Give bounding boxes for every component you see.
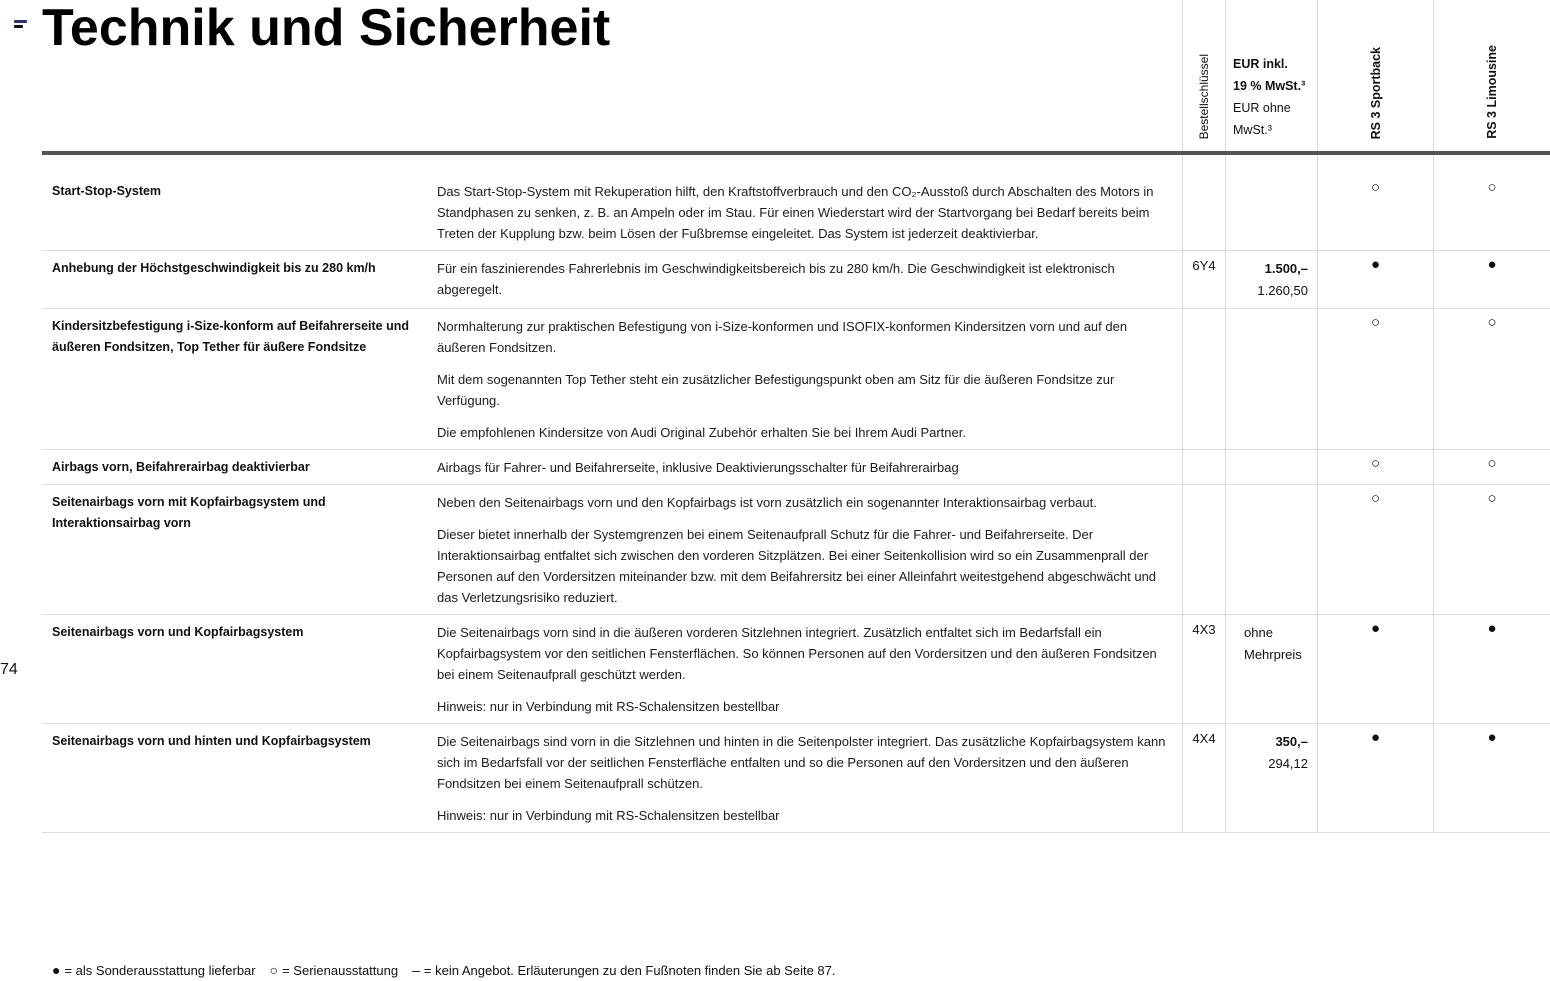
column-header-label: RS 3 Limousine: [1485, 45, 1499, 139]
price-excl-vat: 294,12: [1268, 756, 1308, 771]
availability-marker: ○: [1370, 179, 1381, 196]
availability-sportback: [1317, 615, 1433, 723]
feature-name: Kindersitzbefestigung i-Size-konform auf Beifahrerseite und äußeren Fondsitzen, Top Tether für äußere Fondsitze: [52, 319, 409, 354]
price-cell: [1225, 724, 1317, 832]
legend-text: = als Sonderausstattung lieferbar: [64, 963, 256, 978]
price-note-line: Mehrpreis: [1244, 647, 1302, 662]
feature-description: [427, 309, 1182, 449]
feature-name: Seitenairbags vorn mit Kopfairbagsystem und Interaktionsairbag vorn: [52, 495, 326, 530]
price-cell: [1225, 615, 1317, 723]
legend-text: = Serienausstattung: [282, 963, 399, 978]
description-paragraph: Das Start-Stop-System mit Rekuperation hilft, den Kraftstoffverbrauch und den CO₂-Ausstoß durch Abschalten des Motors in Standphasen zu senken, z. B. an Ampeln oder im Stau. Für einen Wiederstart wird der Startvorgang bei Bedarf bereits beim Treten der Kupplung bzw. beim Lösen der Fußbremse eingeleitet. Das System ist jederzeit deaktivierbar.: [437, 184, 1154, 241]
description-paragraph: Normhalterung zur praktischen Befestigung von i-Size-konformen und ISOFIX-konformen Kindersitzen vorn und auf den äußeren Fondsitzen.: [437, 319, 1128, 355]
price-incl-vat: 350,–: [1275, 734, 1308, 749]
feature-name: Anhebung der Höchstgeschwindigkeit bis zu 280 km/h: [52, 261, 376, 275]
availability-sportback: [1317, 724, 1433, 832]
description-paragraph: Für ein faszinierendes Fahrerlebnis im Geschwindigkeitsbereich bis zu 280 km/h. Die Geschwindigkeit ist elektronisch abgeregelt.: [437, 261, 1115, 297]
availability-marker: ●: [1370, 620, 1381, 637]
availability-sportback: [1317, 450, 1433, 484]
availability-limousine: [1433, 155, 1550, 250]
feature-name: Seitenairbags vorn und hinten und Kopfairbagsystem: [52, 734, 371, 748]
optional-equipment-icon: ●: [52, 962, 61, 978]
table-row: [42, 251, 1550, 309]
price-header-line: MwSt.³: [1233, 123, 1272, 137]
availability-limousine: [1433, 485, 1550, 614]
availability-marker: ●: [1487, 729, 1497, 746]
availability-marker: ○: [1487, 179, 1497, 196]
price-cell: [1225, 155, 1317, 250]
table-row: [42, 155, 1550, 251]
price-cell: [1225, 485, 1317, 614]
availability-marker: ○: [1487, 314, 1497, 331]
order-code: 4X4: [1182, 724, 1225, 832]
feature-name: Seitenairbags vorn und Kopfairbagsystem: [52, 625, 304, 639]
availability-sportback: [1317, 251, 1433, 308]
feature-name: Airbags vorn, Beifahrerairbag deaktivierbar: [52, 460, 310, 474]
description-paragraph: Airbags für Fahrer- und Beifahrerseite, inklusive Deaktivierungsschalter für Beifahrerairbag: [437, 460, 959, 475]
column-header-label: Bestellschlüssel: [1197, 53, 1211, 139]
no-offer-icon: –: [412, 962, 420, 978]
feature-description: [427, 485, 1182, 614]
order-code: [1182, 309, 1225, 449]
column-header-label: RS 3 Sportback: [1368, 46, 1383, 139]
price-header-line: 19 % MwSt.³: [1233, 79, 1306, 93]
feature-description: [427, 724, 1182, 832]
column-header-price: [1225, 0, 1317, 151]
column-header-rs3-limousine: [1433, 0, 1550, 151]
page-content: [42, 0, 1550, 833]
availability-sportback: [1317, 155, 1433, 250]
availability-limousine: [1433, 251, 1550, 308]
availability-marker: ●: [1487, 256, 1497, 273]
table-body: [42, 155, 1550, 833]
availability-marker: ○: [1370, 314, 1381, 331]
description-paragraph: Die empfohlenen Kindersitze von Audi Original Zubehör erhalten Sie bei Ihrem Audi Partner.: [437, 425, 966, 440]
availability-limousine: [1433, 309, 1550, 449]
availability-marker: ●: [1370, 729, 1381, 746]
price-cell: [1225, 251, 1317, 308]
price-note-line: ohne: [1244, 625, 1273, 640]
availability-marker: ○: [1370, 490, 1381, 507]
price-cell: [1225, 309, 1317, 449]
availability-marker: ○: [1487, 490, 1497, 507]
description-paragraph: Die Seitenairbags sind vorn in die Sitzlehnen und hinten in die Seitenpolster integriert. Das zusätzliche Kopfairbagsystem kann sich im Bedarfsfall vor der seitlichen Fensterfläche entfalten und so die Personen auf den Vordersitzen und den äußeren Fondsitzen bei einem Seitenaufprall schützen.: [437, 734, 1166, 791]
order-code: [1182, 485, 1225, 614]
availability-limousine: [1433, 724, 1550, 832]
feature-description: [427, 155, 1182, 250]
legend-item: [52, 962, 256, 978]
page-title: Technik und Sicherheit: [42, 0, 611, 57]
legend-item: [270, 962, 398, 978]
table-row: [42, 485, 1550, 615]
price-header-line: EUR inkl.: [1233, 57, 1288, 71]
availability-marker: ○: [1370, 455, 1381, 472]
description-paragraph: Mit dem sogenannten Top Tether steht ein zusätzlicher Befestigungspunkt oben am Sitz für die äußeren Fondsitze zur Verfügung.: [437, 372, 1115, 408]
price-cell: [1225, 450, 1317, 484]
legend: [52, 962, 836, 978]
description-paragraph: Die Seitenairbags vorn sind in die äußeren vorderen Sitzlehnen integriert. Zusätzlich entfaltet sich im Bedarfsfall ein Kopfairbagsystem vor den seitlichen Fensterflächen. So können Personen auf den Vordersitzen und den äußeren Fondsitzen bei einem Seitenaufprall geschützt werden.: [437, 625, 1157, 682]
availability-sportback: [1317, 309, 1433, 449]
table-row: [42, 450, 1550, 485]
order-code: [1182, 155, 1225, 250]
table-row: [42, 724, 1550, 833]
order-code: [1182, 450, 1225, 484]
price-incl-vat: 1.500,–: [1264, 261, 1308, 276]
availability-limousine: [1433, 615, 1550, 723]
price-excl-vat: 1.260,50: [1257, 283, 1308, 298]
feature-name: Start-Stop-System: [52, 184, 162, 198]
column-header-bestellschluessel: [1182, 0, 1225, 151]
table-header: [42, 0, 1550, 155]
order-code: 4X3: [1182, 615, 1225, 723]
description-paragraph: Hinweis: nur in Verbindung mit RS-Schalensitzen bestellbar: [437, 808, 780, 823]
availability-sportback: [1317, 485, 1433, 614]
column-header-rs3-sportback: [1317, 0, 1433, 151]
description-paragraph: Dieser bietet innerhalb der Systemgrenzen bei einem Seitenaufprall Schutz für die Fahrer- und Beifahrerseite. Der Interaktionsairbag entfaltet sich zwischen den vorderen Sitzplätzen. Bei einer Seitenkollision wird so ein Zusammenprall der Personen auf den Vordersitzen miteinander bzw. mit dem Beifahrersitz bei einer Alleinfahrt weitestgehend abgeschwächt und das Verletzungsrisiko reduziert.: [437, 527, 1157, 605]
table-row: [42, 309, 1550, 450]
availability-marker: ○: [1487, 455, 1497, 472]
price-header-line: EUR ohne: [1233, 101, 1291, 115]
legend-item: [412, 962, 835, 978]
bookmark-icon[interactable]: [14, 20, 27, 29]
availability-marker: ●: [1487, 620, 1497, 637]
bookmark-bar: [14, 20, 27, 23]
standard-equipment-icon: ○: [269, 962, 279, 978]
description-paragraph: Neben den Seitenairbags vorn und den Kopfairbags ist vorn zusätzlich ein sogenannter Interaktionsairbag verbaut.: [437, 495, 1097, 510]
order-code: 6Y4: [1182, 251, 1225, 308]
title-cell: [42, 0, 1182, 151]
availability-limousine: [1433, 450, 1550, 484]
description-paragraph: Hinweis: nur in Verbindung mit RS-Schalensitzen bestellbar: [437, 699, 780, 714]
page-number: 74: [0, 661, 18, 678]
bookmark-bar: [14, 25, 23, 28]
legend-text: = kein Angebot. Erläuterungen zu den Fußnoten finden Sie ab Seite 87.: [423, 963, 836, 978]
availability-marker: ●: [1370, 256, 1381, 273]
feature-description: [427, 450, 1182, 484]
table-row: [42, 615, 1550, 724]
feature-description: [427, 251, 1182, 308]
feature-description: [427, 615, 1182, 723]
